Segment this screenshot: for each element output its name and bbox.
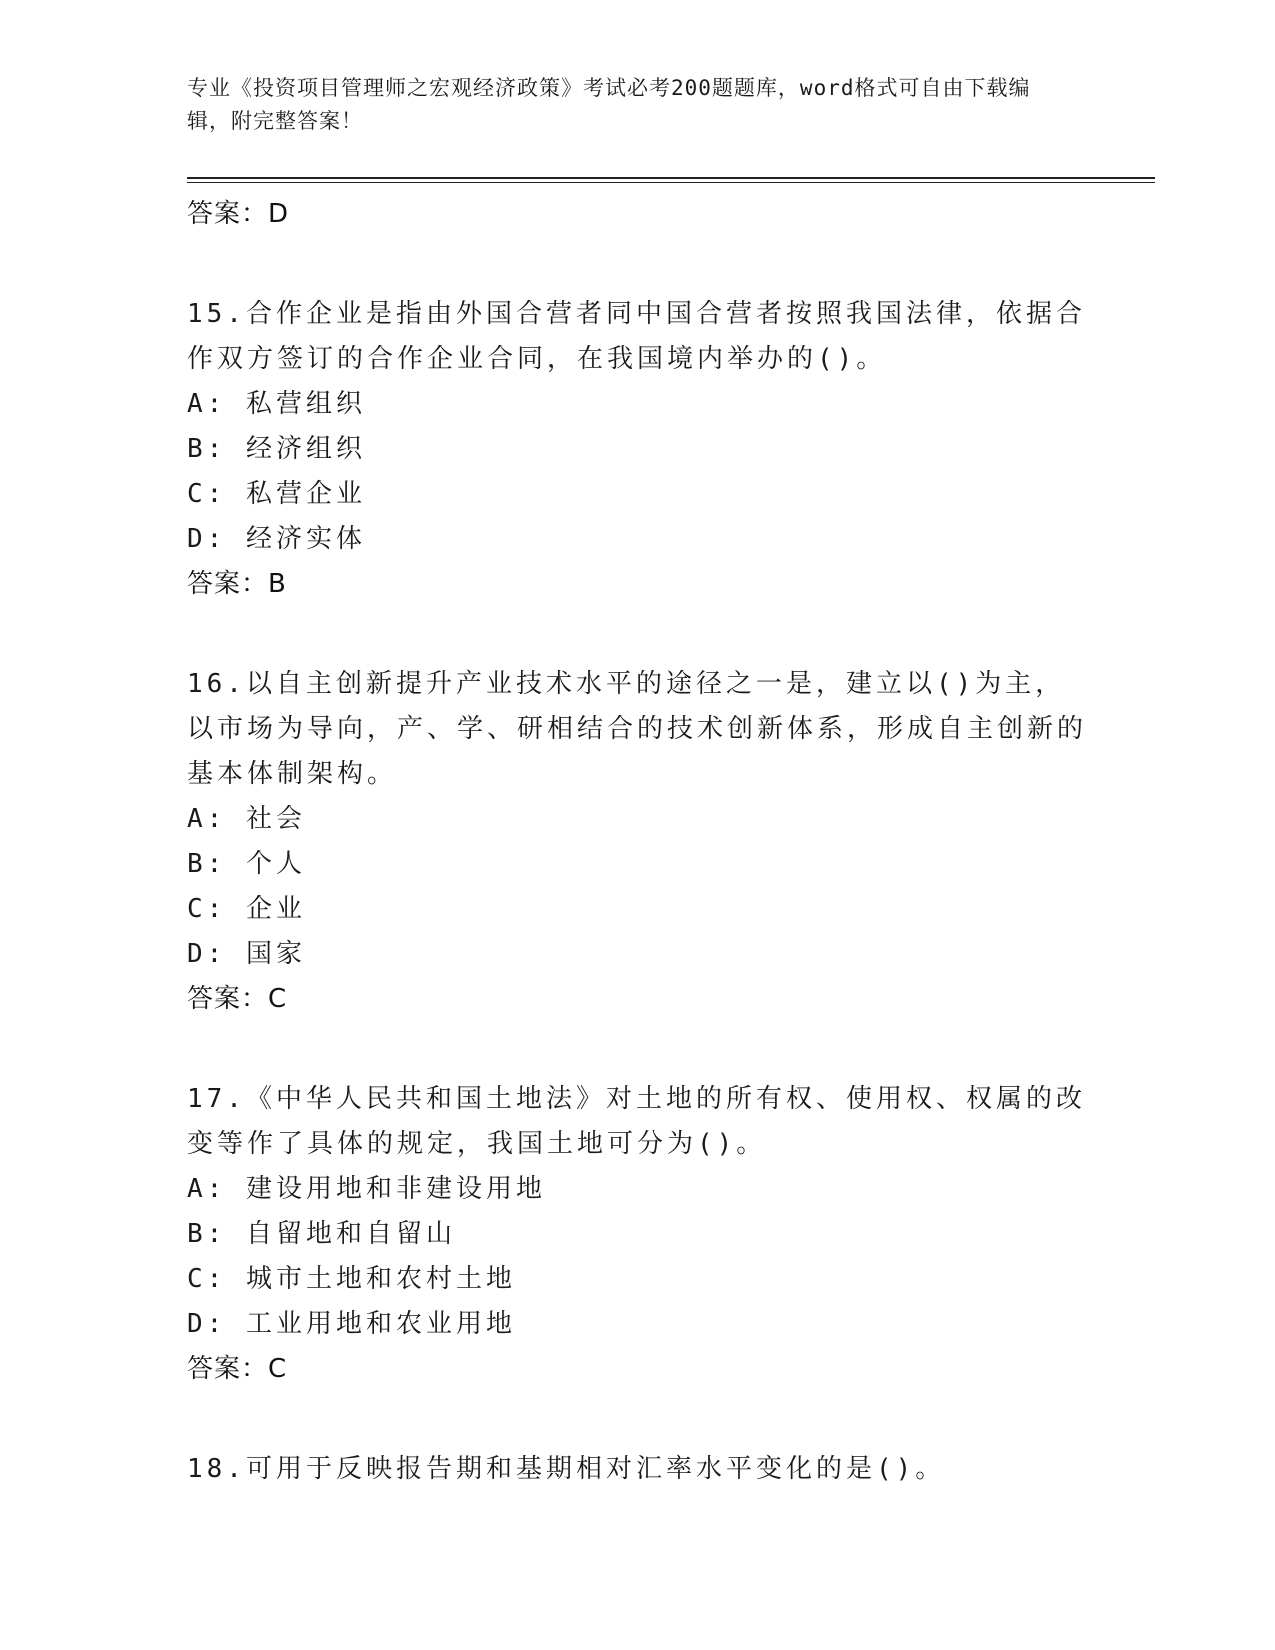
answer-line: 答案：B <box>187 569 287 599</box>
option-d: D: 经济实体 <box>187 524 366 554</box>
answer-line: 答案：C <box>187 1354 288 1384</box>
option-a: A: 建设用地和非建设用地 <box>187 1174 546 1204</box>
header-divider-thin <box>187 182 1155 183</box>
question-stem: 17.《中华人民共和国土地法》对土地的所有权、使用权、权属的改变等作了具体的规定，我国土地可分为()。 <box>187 1084 1086 1159</box>
option-c: C: 企业 <box>187 894 306 924</box>
question-list <box>187 188 1087 1492</box>
option-b: B: 自留地和自留山 <box>187 1219 456 1249</box>
document-header: 专业《投资项目管理师之宏观经济政策》考试必考200题题库，word格式可自由下载编辑，附完整答案！ <box>187 76 1031 133</box>
option-b: B: 个人 <box>187 849 306 879</box>
question-stem: 15.合作企业是指由外国合营者同中国合营者按照我国法律，依据合作双方签订的合作企业合同，在我国境内举办的()。 <box>187 299 1086 374</box>
option-c: C: 城市土地和农村土地 <box>187 1264 516 1294</box>
option-a: A: 社会 <box>187 804 306 834</box>
option-b: B: 经济组织 <box>187 434 366 464</box>
question-stem: 16.以自主创新提升产业技术水平的途径之一是，建立以()为主，以市场为导向，产、学、研相结合的技术创新体系，形成自主创新的基本体制架构。 <box>187 669 1088 789</box>
option-a: A: 私营组织 <box>187 389 366 419</box>
answer-line: 答案：D <box>187 199 290 229</box>
option-d: D: 国家 <box>187 939 306 969</box>
option-c: C: 私营企业 <box>187 479 366 509</box>
question-stem: 18.可用于反映报告期和基期相对汇率水平变化的是()。 <box>187 1454 946 1484</box>
option-d: D: 工业用地和农业用地 <box>187 1309 516 1339</box>
answer-line: 答案：C <box>187 984 288 1014</box>
header-divider-thick <box>187 177 1155 179</box>
